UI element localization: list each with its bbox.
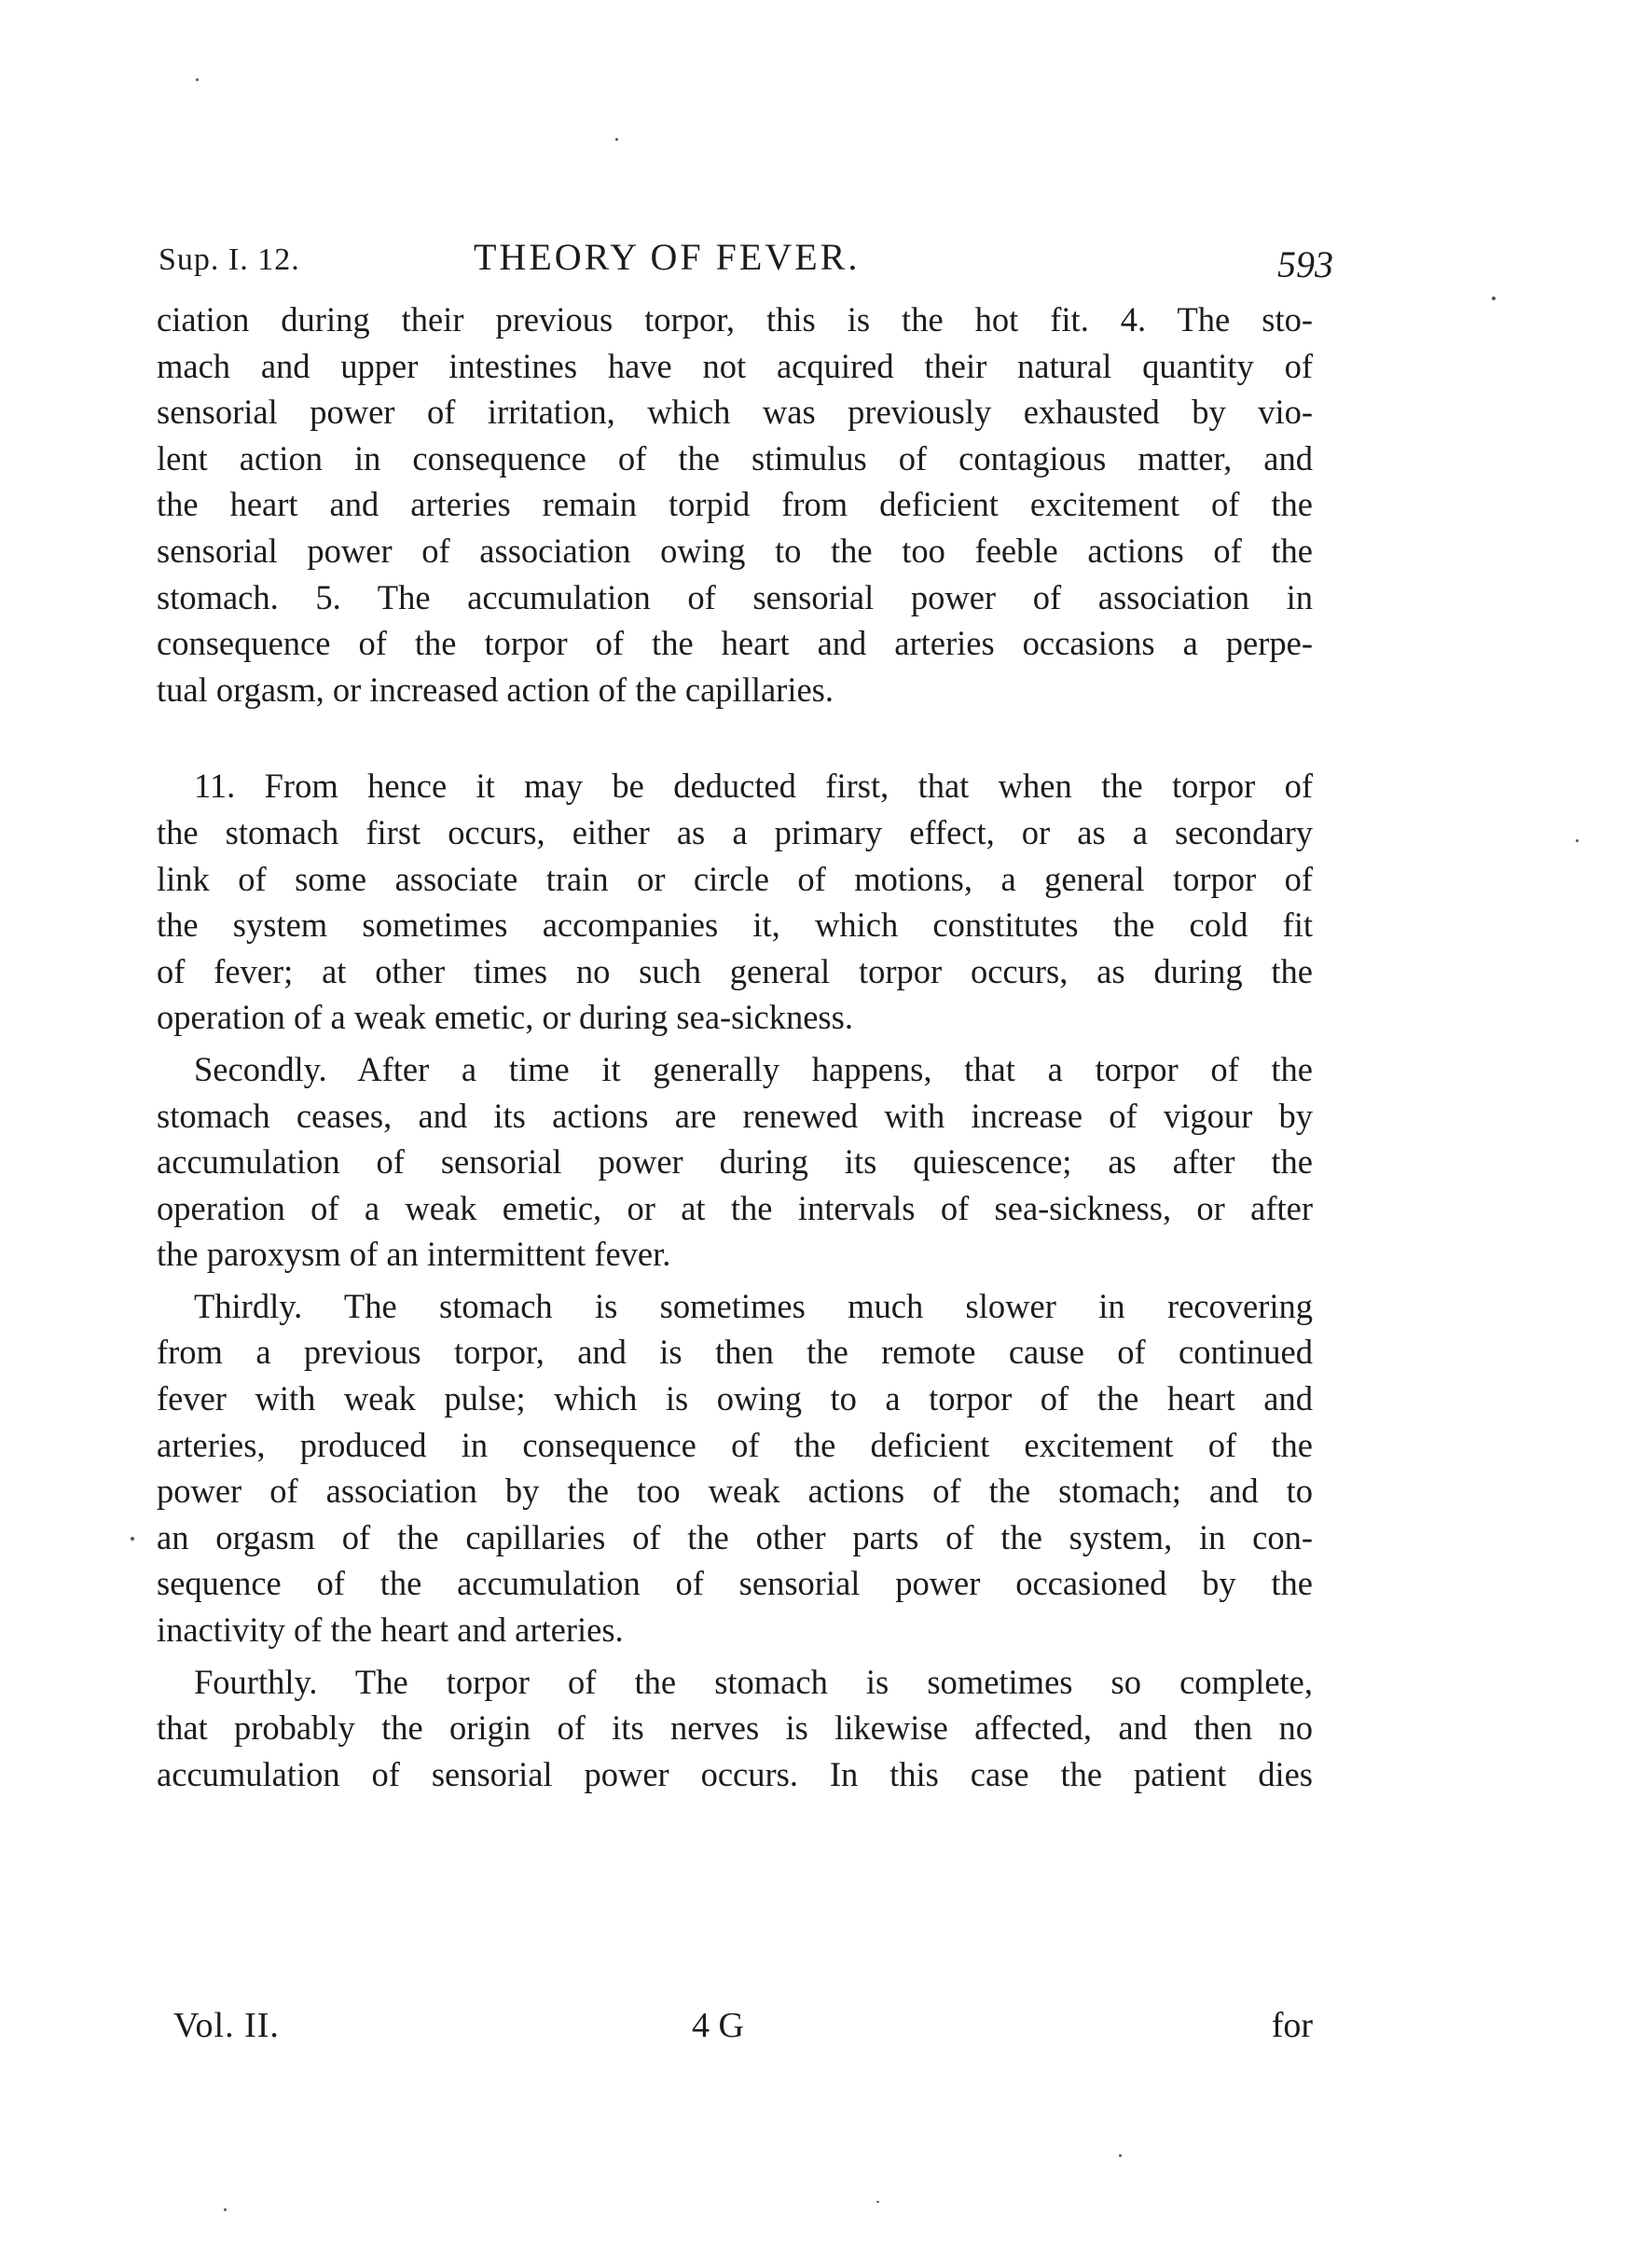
paper-speck (131, 1537, 134, 1541)
page-footer (173, 2005, 1313, 2057)
paragraph-thirdly (157, 1283, 1313, 1653)
paper-speck (615, 138, 618, 141)
text-line: stomach ceases, and its actions are renewed with increase of vigour by (157, 1096, 1313, 1135)
paper-speck (876, 2201, 879, 2203)
paper-speck (196, 78, 199, 81)
signature-mark: 4 G (692, 2006, 744, 2045)
text-line: stomach. 5. The accumulation of sensorial power of association in (157, 577, 1313, 616)
paragraph-secondly (157, 1046, 1313, 1278)
text-line: sequence of the accumulation of sensorial power occasioned by the (157, 1564, 1313, 1603)
text-line: the system sometimes accompanies it, which constitutes the cold fit (157, 906, 1313, 945)
paragraph-continuation (157, 297, 1313, 712)
paragraph-section-11 (157, 763, 1313, 1041)
text-line: operation of a weak emetic, or at the intervals of sea-sickness, or after (157, 1188, 1313, 1227)
running-title: THEORY OF FEVER. (474, 236, 861, 278)
text-line: the heart and arteries remain torpid from deficient excitement of the (157, 485, 1313, 524)
text-line: lent action in consequence of the stimulus of contagious matter, and (157, 438, 1313, 477)
paper-speck (1576, 839, 1579, 842)
text-line: power of association by the too weak actions of the stomach; and to (157, 1472, 1313, 1511)
text-line: sensorial power of irritation, which was previously exhausted by vio- (157, 393, 1313, 432)
paragraph-gap (157, 712, 1313, 763)
page-number: 593 (1277, 243, 1333, 285)
text-line: fever with weak pulse; which is owing to a torpor of the heart and (157, 1379, 1313, 1418)
text-line: operation of a weak emetic, or during sea-sickness. (157, 998, 853, 1037)
text-line: 11. From hence it may be deducted first, that when the torpor of (194, 767, 1313, 806)
text-line: that probably the origin of its nerves is likewise affected, and then no (157, 1708, 1313, 1748)
volume-label: Vol. II. (173, 2006, 280, 2045)
paragraph-fourthly (157, 1659, 1313, 1798)
section-reference: Sup. I. 12. (159, 242, 300, 277)
text-line: Thirdly. The stomach is sometimes much slower in recovering (194, 1286, 1313, 1325)
body-text (157, 297, 1313, 1797)
text-line: from a previous torpor, and is then the remote cause of continued (157, 1333, 1313, 1372)
text-line: link of some associate train or circle of motions, a general torpor of (157, 859, 1313, 898)
text-line: Secondly. After a time it generally happens, that a torpor of the (194, 1049, 1313, 1088)
running-head (159, 229, 1333, 285)
text-line: Fourthly. The torpor of the stomach is sometimes so complete, (194, 1662, 1313, 1701)
catchword: for (1271, 2006, 1313, 2045)
text-line: mach and upper intestines have not acquired their natural quantity of (157, 346, 1313, 385)
text-line: the stomach first occurs, either as a primary effect, or as a secondary (157, 812, 1313, 851)
text-line: an orgasm of the capillaries of the other parts of the system, in con- (157, 1517, 1313, 1556)
paper-speck (1492, 297, 1496, 300)
text-line: ciation during their previous torpor, this is the hot fit. 4. The sto- (157, 300, 1313, 339)
text-line: consequence of the torpor of the heart and arteries occasions a perpe- (157, 624, 1313, 663)
text-line: the paroxysm of an intermittent fever. (157, 1235, 671, 1274)
paper-speck (224, 2208, 227, 2211)
text-line: sensorial power of association owing to the too feeble actions of the (157, 531, 1313, 570)
text-line: inactivity of the heart and arteries. (157, 1611, 624, 1650)
text-line: accumulation of sensorial power occurs. In this case the patient dies (157, 1754, 1313, 1793)
text-line: accumulation of sensorial power during its quiescence; as after the (157, 1142, 1313, 1182)
text-line: arteries, produced in consequence of the deficient excitement of the (157, 1425, 1313, 1464)
text-line: of fever; at other times no such general torpor occurs, as during the (157, 951, 1313, 990)
text-line: tual orgasm, or increased action of the capillaries. (157, 670, 834, 709)
paper-speck (1119, 2154, 1122, 2157)
